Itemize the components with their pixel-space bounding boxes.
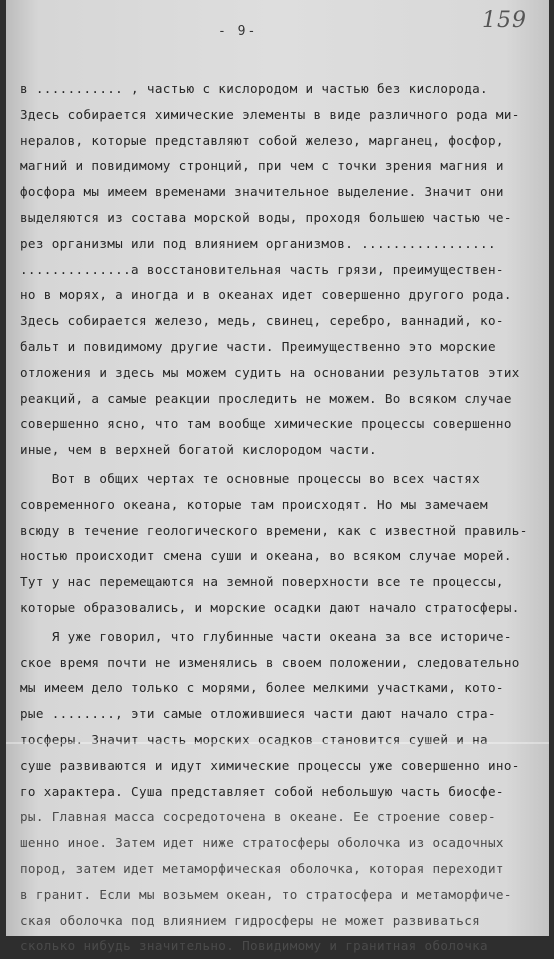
- archive-folio-number: 159: [482, 8, 527, 33]
- paragraph-first-line: Я уже говорил, что глубинные части океана за все историче-: [20, 628, 512, 644]
- text-line: Здесь собирается химические элементы в виде различного рода ми-: [20, 106, 520, 122]
- text-line: рые ........, эти самые отложившиеся части дают начало стра-: [20, 706, 496, 722]
- text-line: в гранит. Если мы возьмем океан, то стратосфера и метаморфиче-: [20, 886, 512, 902]
- text-line: Тут у нас перемещаются на земной поверхности все те процессы,: [20, 574, 504, 590]
- text-line: суше развиваются и идут химические процессы уже совершенно ино-: [20, 757, 520, 773]
- body-text: [20, 76, 540, 959]
- text-line: сколько нибудь значительно. Повидимому и гранитная оболочка: [20, 938, 488, 954]
- text-line: бальт и повидимому другие части. Преимущественно это морские: [20, 338, 496, 354]
- text-line: фосфора мы имеем временами значительное выделение. Значит они: [20, 184, 504, 200]
- text-line: в ........... , частью с кислородом и частью без кислорода.: [20, 81, 488, 96]
- text-line: ская оболочка под влиянием гидросферы не может развиваться: [20, 912, 481, 928]
- text-line: реакций, а самые реакции проследить не можем. Во всяком случае: [20, 390, 512, 406]
- text-line: мы имеем дело только с морями, более мелкими участками, кото-: [20, 680, 504, 696]
- text-line: выделяются из состава морской воды, проходя большею частью че-: [20, 209, 512, 225]
- text-line: тосферы. Значит часть морских осадков становится сушей и на: [20, 731, 488, 747]
- text-line: ностью происходит смена суши и океана, во всяком случае морей.: [20, 548, 512, 564]
- document-page: [6, 0, 549, 954]
- text-line: го характера. Суша представляет собой небольшую часть биосфе-: [20, 783, 504, 799]
- text-line: нералов, которые представляют собой железо, марганец, фосфор,: [20, 132, 504, 148]
- text-line: рез организмы или под влиянием организмов. .................: [20, 235, 496, 251]
- text-line: которые образовались, и морские осадки дают начало стратосферы.: [20, 599, 520, 615]
- text-line: иные, чем в верхней богатой кислородом части.: [20, 442, 377, 458]
- text-line: пород, затем идет метаморфическая оболочка, которая переходит: [20, 860, 504, 876]
- text-line: современного океана, которые там происходят. Но мы замечаем: [20, 496, 488, 512]
- text-line: совершенно ясно, что там вообще химические процессы совершенно: [20, 416, 512, 432]
- text-line: всюду в течение геологического времени, как с известной правиль-: [20, 522, 528, 538]
- text-line: ское время почти не изменялись в своем положении, следовательно: [20, 654, 520, 670]
- page-number: - 9-: [218, 24, 258, 39]
- text-line: магний и повидимому стронций, при чем с точки зрения магния и: [20, 158, 504, 174]
- text-line: ры. Главная масса сосредоточена в океане. Ее строение совер-: [20, 809, 496, 825]
- text-line: Здесь собирается железо, медь, свинец, серебро, ваннадий, ко-: [20, 313, 504, 329]
- paragraph-first-line: Вот в общих чертах те основные процессы во всех частях: [20, 470, 481, 486]
- text-line: отложения и здесь мы можем судить на основании результатов этих: [20, 364, 520, 380]
- text-line: ..............а восстановительная часть грязи, преимуществен-: [20, 261, 504, 277]
- text-line: но в морях, а иногда и в океанах идет совершенно другого рода.: [20, 287, 512, 303]
- text-line: шенно иное. Затем идет ниже стратосферы оболочка из осадочных: [20, 835, 504, 851]
